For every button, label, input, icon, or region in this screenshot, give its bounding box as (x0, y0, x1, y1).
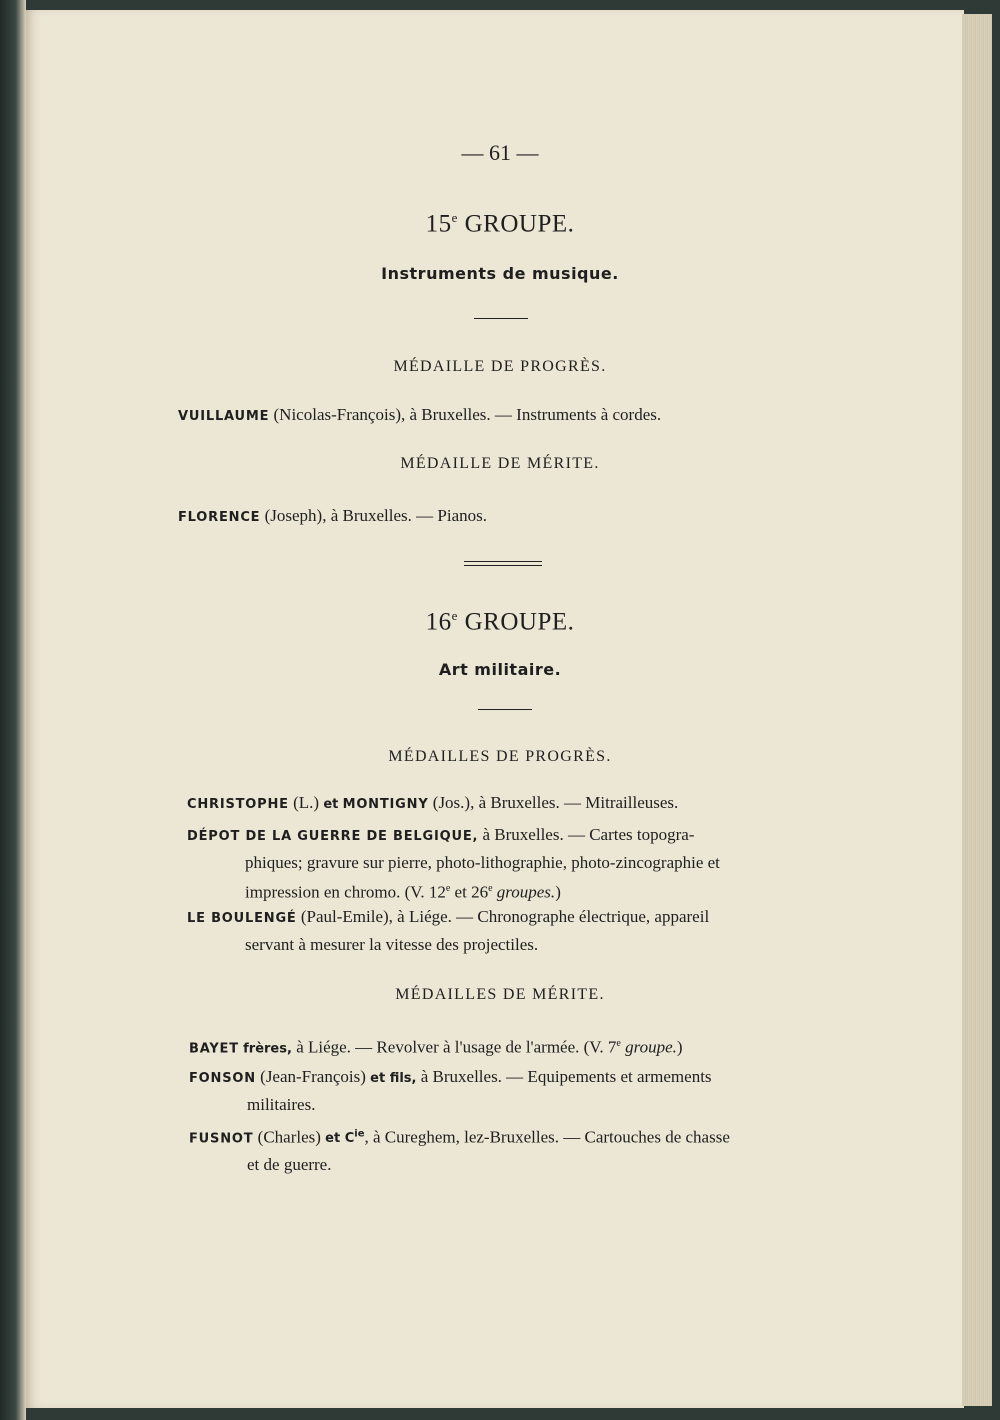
medals-merit-heading: MÉDAILLES DE MÉRITE. (395, 986, 605, 1003)
entry-bayet: BAYET frères, à Liége. — Revolver à l'usage de l'armée. (V. 7e groupe.) (189, 1037, 683, 1057)
medal-progress-heading: MÉDAILLE DE PROGRÈS. (393, 358, 607, 375)
short-rule (474, 318, 528, 319)
group-16-subtitle: Art militaire. (438, 660, 562, 679)
group-16-title: 16e GROUPE. (425, 608, 575, 636)
group-15-title: 15e GROUPE. (425, 210, 575, 238)
entry-fusnot: FUSNOT (Charles) et $C^{ie}$, à Cureghem, lez-Bruxelles. — Cartouches de chasse et de guerre. (189, 1127, 730, 1175)
entry-florence: FLORENCE (Joseph), à Bruxelles. — Pianos. (178, 506, 487, 525)
medals-progress-heading: MÉDAILLES DE PROGRÈS. (388, 748, 612, 765)
page-number: — 61 — (461, 140, 539, 165)
short-rule (478, 709, 532, 710)
entry-fonson: FONSON (Jean-François) et fils, à Bruxelles. — Equipements et armements militaires. (189, 1067, 712, 1114)
double-rule-top (464, 561, 542, 562)
entry-le-boulenge: LE BOULENGÉ (Paul-Emile), à Liége. — Chronographe électrique, appareil servant à mesurer la vitesse des projectiles. (187, 907, 710, 954)
entry-christophe-montigny: CHRISTOPHE (L.) et MONTIGNY (Jos.), à Bruxelles. — Mitrailleuses. (187, 793, 679, 812)
double-rule-bottom (464, 565, 542, 566)
entry-vuillaume: VUILLAUME (Nicolas-François), à Bruxelles. — Instruments à cordes. (178, 405, 662, 424)
entry-depot-guerre: DÉPOT DE LA GUERRE DE BELGIQUE, à Bruxelles. — Cartes topogra- phiques; gravure sur pierre, photo-lithographie, photo-zincographie et impression en chromo. (V. 12e et 26e groupes.) (187, 825, 720, 902)
group-15-subtitle: Instruments de musique. (381, 264, 619, 283)
medal-merit-heading: MÉDAILLE DE MÉRITE. (400, 455, 600, 472)
